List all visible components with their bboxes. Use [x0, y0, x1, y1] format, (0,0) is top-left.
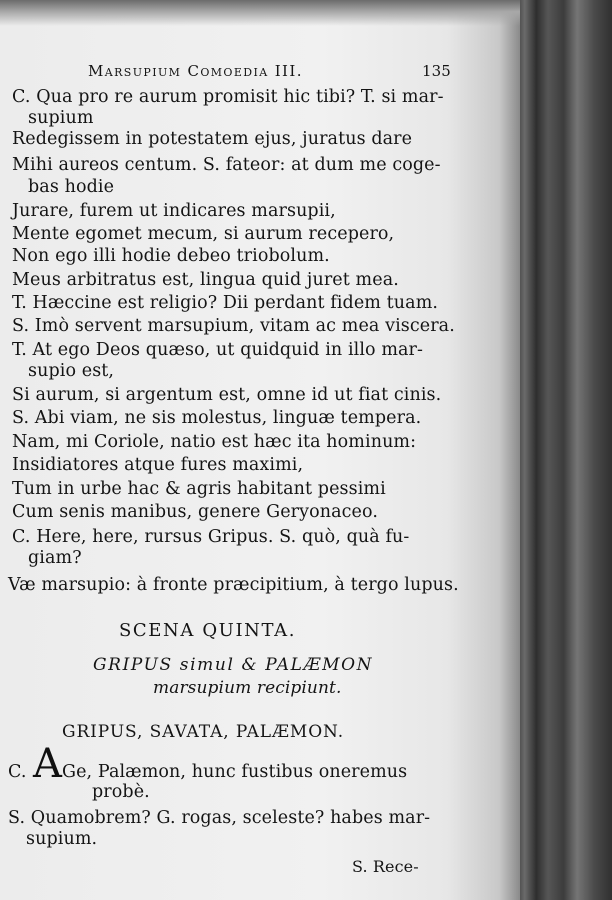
verse-line: Redegissem in potestatem ejus, juratus dare	[12, 129, 413, 149]
verse-line: supio est,	[28, 361, 115, 381]
verse-line: Mihi aureos centum. S. fateor: at dum me coge-	[12, 155, 441, 175]
dialogue-line: probè.	[92, 782, 150, 802]
verse-line: Væ marsupio: à fronte præcipitium, à tergo lupus.	[8, 575, 459, 595]
dramatis-personae: GRIPUS, SAVATA, PALÆMON.	[62, 722, 345, 742]
verse-line: Jurare, furem ut indicares marsupii,	[12, 201, 336, 221]
verse-line: Cum senis manibus, genere Geryonaceo.	[12, 502, 378, 522]
verse-line: T. Hæccine est religio? Dii perdant fidem tuam.	[12, 293, 439, 313]
verse-line: Meus arbitratus est, lingua quid juret mea.	[12, 270, 399, 290]
verse-line: Non ego illi hodie debeo triobolum.	[12, 246, 330, 266]
verse-line: Si aurum, si argentum est, omne id ut fiat cinis.	[12, 385, 442, 405]
verse-line: Mente egomet mecum, si aurum recepero,	[12, 224, 395, 244]
verse-line: Nam, mi Coriole, natio est hæc ita hominum:	[12, 432, 417, 452]
verse-line: Insidiatores atque fures maximi,	[12, 455, 304, 475]
dialogue-line: Ge, Palæmon, hunc fustibus oneremus	[62, 762, 408, 782]
verse-line: giam?	[28, 548, 82, 568]
catchword: S. Rece-	[352, 857, 419, 876]
verse-line: supium	[28, 108, 94, 128]
stage-direction-continued: marsupium recipiunt.	[153, 678, 342, 698]
verse-line: bas hodie	[28, 177, 115, 197]
verse-line: T. At ego Deos quæso, ut quidquid in illo mar-	[12, 340, 424, 360]
page-number: 135	[422, 62, 451, 80]
dialogue-line: supium.	[26, 829, 98, 849]
verse-line: C. Qua pro re aurum promisit hic tibi? T. si mar-	[12, 87, 444, 107]
speaker-label: C.	[8, 762, 27, 782]
dialogue-line: S. Quamobrem? G. rogas, sceleste? habes mar-	[8, 808, 431, 828]
verse-line: Tum in urbe hac & agris habitant pessimi	[12, 479, 386, 499]
drop-cap: A	[33, 741, 62, 787]
verse-line: C. Here, here, rursus Gripus. S. quò, quà fu-	[12, 527, 410, 547]
stage-direction: GRIPUS simul & PALÆMON	[93, 655, 374, 675]
verse-line: S. Abi viam, ne sis molestus, linguæ tempera.	[12, 408, 422, 428]
verse-line: S. Imò servent marsupium, vitam ac mea viscera.	[12, 316, 455, 336]
book-spine-edge	[515, 0, 612, 900]
running-title: Marsupium Comoedia III.	[88, 62, 303, 80]
scene-title: SCENA QUINTA.	[119, 620, 297, 641]
